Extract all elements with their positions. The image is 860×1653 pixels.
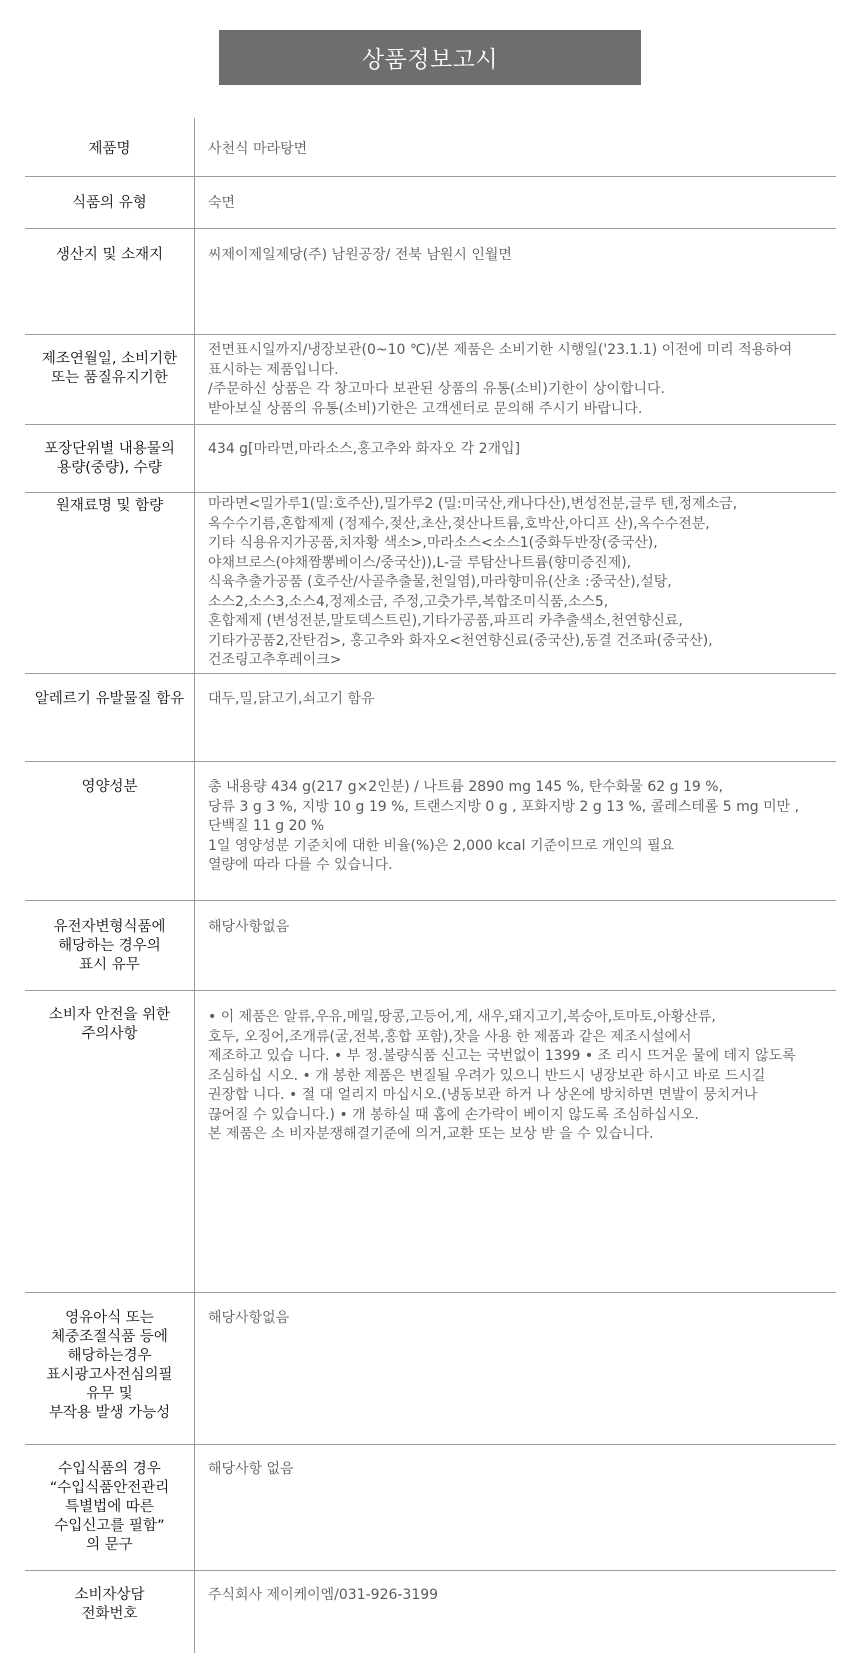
row-label: 수입식품의 경우 “수입식품안전관리 특별법에 따른 수입신고를 필함” 의 문구	[49, 1461, 170, 1553]
row-value: 434 g[마라면,마라소스,홍고추와 화자오 각 2개입]	[208, 441, 521, 457]
table-row	[25, 493, 836, 674]
table-row	[25, 1445, 836, 1571]
table-row	[25, 762, 836, 901]
row-label: 식품의 유형	[72, 195, 147, 211]
row-label: 소비자 안전을 위한 주의사항	[48, 1007, 171, 1042]
row-value: 해당사항 없음	[208, 1461, 294, 1477]
row-label: 영유아식 또는 체중조절식품 등에 해당하는경우 표시광고사전심의필 유무 및 부작용 발생 가능성	[46, 1310, 173, 1421]
row-label: 원재료명 및 함량	[55, 498, 164, 514]
row-label: 알레르기 유발물질 함유	[34, 691, 185, 707]
row-label: 유전자변형식품에 해당하는 경우의 표시 유무	[53, 919, 166, 973]
row-label: 포장단위별 내용물의 용량(중량), 수량	[44, 441, 175, 476]
row-label: 제품명	[88, 141, 131, 157]
row-value: 총 내용량 434 g(217 g×2인분) / 나트륨 2890 mg 145 %, 탄수화물 62 g 19 %, 당류 3 g 3 %, 지방 10 g 19 %, 트랜스지방 0 g , 포화지방 2 g 13 %, 콜레스테롤 5 mg 미만 , 단백질 11 g 20 % 1일 영양성분 기준치에 대한 비율(%)은 2,000 kcal 기준이므로 개인의 필요 열량에 따라 다를 수 있습니다.	[208, 779, 800, 873]
table-row	[25, 1571, 836, 1653]
table-row	[25, 229, 836, 335]
table-row	[25, 1293, 836, 1445]
row-value: 숙면	[208, 195, 236, 211]
table-row	[25, 674, 836, 762]
row-value: 전면표시일까지/냉장보관(0~10 ℃)/본 제품은 소비기한 시행일('23.1.1) 이전에 미리 적용하여 표시하는 제품입니다. /주문하신 상품은 각 창고마다 보관된 상품의 유통(소비)기한이 상이합니다. 받아보실 상품의 유통(소비)기한은 고객센터로 문의해 주시기 바랍니다.	[208, 342, 793, 417]
row-value: 사천식 마라탕면	[208, 141, 308, 157]
row-label: 소비자상담 전화번호	[74, 1587, 145, 1622]
page-title: 상품정보고시	[219, 30, 641, 85]
row-label: 영양성분	[81, 779, 138, 795]
row-value: 대두,밀,닭고기,쇠고기 함유	[208, 691, 375, 707]
row-value: 주식회사 제이케이엠/031-926-3199	[208, 1587, 439, 1603]
table-row	[25, 425, 836, 493]
table-row	[25, 118, 836, 177]
table-row	[25, 177, 836, 229]
row-value: 씨제이제일제당(주) 남원공장/ 전북 남원시 인월면	[208, 247, 512, 263]
row-value: 마라면<밀가루1(밀:호주산),밀가루2 (밀:미국산,캐나다산),변성전분,글루 텐,정제소금, 옥수수기름,혼합제제 (정제수,젖산,초산,젖산나트륨,호박산,아디프 산),옥수수전분, 기타 식용유지가공품,치자황 색소>,마라소스<소스1(중화두반장(중국산), 야채브로스(야채짬뽕베이스/중국산)),L-글 루탐산나트륨(향미증진제), 식육추출가공품 (호주산/사골추출물,천일염),마라향미유(산초 :중국산),설탕, 소스2,소스3,소스4,정제소금, 주정,고춧가루,복합조미식품,소스5, 혼합제제 (변성전분,말토덱스트린),기타가공품,파프리 카추출색소,천연향신료, 기타가공품2,잔탄검>, 홍고추와 화자오<천연향신료(중국산),동결 건조파(중국산), 건조링고추후레이크>	[208, 496, 738, 668]
row-value: 해당사항없음	[208, 919, 290, 935]
row-value: 해당사항없음	[208, 1310, 290, 1326]
row-label: 생산지 및 소재지	[55, 247, 164, 263]
table-row	[25, 991, 836, 1293]
table-row	[25, 901, 836, 991]
table-row	[25, 335, 836, 425]
row-label: 제조연월일, 소비기한 또는 품질유지기한	[41, 351, 178, 386]
row-value: • 이 제품은 알류,우유,메밀,땅콩,고등어,게, 새우,돼지고기,복숭아,토마토,아황산류, 호두, 오징어,조개류(굴,전복,홍합 포함),잣을 사용 한 제품과 같은 제조시설에서 제조하고 있습 니다. • 부 정.불량식품 신고는 국번없이 1399 • 조 리시 뜨거운 물에 데지 않도록 조심하십 시오. • 개 봉한 제품은 변질될 우려가 있으니 반드시 냉장보관 하시고 바로 드시길 권장합 니다. • 절 대 얼리지 마십시오.(냉동보관 하거 나 상온에 방치하면 면발이 뭉치거나 끊어질 수 있습니다.) • 개 봉하실 때 홈에 손가락이 베이지 않도록 조심하십시오. 본 제품은 소 비자분쟁해결기준에 의거,교환 또는 보상 받 을 수 있습니다.	[208, 1009, 796, 1142]
